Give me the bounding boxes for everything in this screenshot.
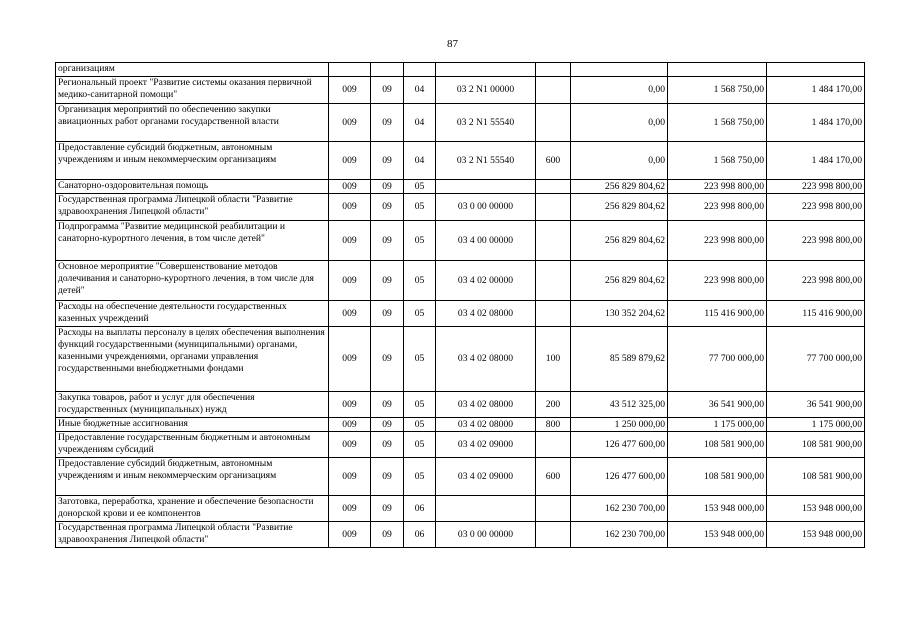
cell-c5: 600: [536, 458, 571, 496]
cell-name: Расходы на выплаты персоналу в целях обеспечения выполнения функций государственными (муниципальными) органами, казенными учреждениями, органами управления государственными внебюджетными фондами: [56, 327, 329, 392]
cell-v2: 1 175 000,00: [668, 418, 767, 432]
cell-c4: 03 4 02 08000: [436, 418, 536, 432]
cell-c1: 009: [329, 142, 371, 180]
cell-c1: 009: [329, 301, 371, 327]
cell-c4: 03 0 00 00000: [436, 522, 536, 548]
cell-c1: 009: [329, 522, 371, 548]
cell-c2: 09: [371, 522, 404, 548]
cell-v3: 223 998 800,00: [767, 194, 865, 221]
cell-v3: 36 541 900,00: [767, 392, 865, 418]
cell-c2: 09: [371, 194, 404, 221]
cell-c3: 05: [404, 327, 436, 392]
table-row: [56, 458, 865, 496]
cell-c1: [329, 63, 371, 77]
cell-v2: 223 998 800,00: [668, 261, 767, 301]
cell-c5: [536, 194, 571, 221]
cell-v1: [571, 63, 668, 77]
table-row: [56, 496, 865, 522]
cell-v1: 126 477 600,00: [571, 432, 668, 458]
cell-c4: 03 4 02 08000: [436, 301, 536, 327]
cell-c3: 05: [404, 458, 436, 496]
cell-c5: 200: [536, 392, 571, 418]
cell-c2: 09: [371, 432, 404, 458]
cell-c2: 09: [371, 458, 404, 496]
cell-v2: 77 700 000,00: [668, 327, 767, 392]
cell-name: Организация мероприятий по обеспечению закупки авиационных работ органами государственной власти: [56, 104, 329, 142]
cell-v3: [767, 63, 865, 77]
cell-v3: 1 175 000,00: [767, 418, 865, 432]
cell-v3: 153 948 000,00: [767, 496, 865, 522]
cell-c2: [371, 63, 404, 77]
cell-c2: 09: [371, 261, 404, 301]
cell-v3: 223 998 800,00: [767, 180, 865, 194]
cell-c1: 009: [329, 221, 371, 261]
cell-v1: 162 230 700,00: [571, 522, 668, 548]
cell-v3: 1 484 170,00: [767, 142, 865, 180]
cell-c3: 04: [404, 77, 436, 104]
cell-c2: 09: [371, 496, 404, 522]
cell-c2: 09: [371, 327, 404, 392]
cell-v1: 256 829 804,62: [571, 221, 668, 261]
cell-c1: 009: [329, 104, 371, 142]
table-row: [56, 77, 865, 104]
cell-c5: 600: [536, 142, 571, 180]
cell-v2: [668, 63, 767, 77]
table-row: [56, 180, 865, 194]
cell-c4: 03 4 00 00000: [436, 221, 536, 261]
cell-name: Санаторно-оздоровительная помощь: [56, 180, 329, 194]
cell-c1: 009: [329, 180, 371, 194]
cell-name: Основное мероприятие "Совершенствование методов долечивания и санаторно-курортного лечения, в том числе для детей": [56, 261, 329, 301]
budget-table: [55, 62, 865, 548]
cell-c5: [536, 522, 571, 548]
cell-v1: 0,00: [571, 142, 668, 180]
cell-c4: [436, 180, 536, 194]
cell-v3: 153 948 000,00: [767, 522, 865, 548]
cell-v1: 256 829 804,62: [571, 194, 668, 221]
cell-c3: 05: [404, 180, 436, 194]
cell-v2: 223 998 800,00: [668, 180, 767, 194]
cell-c5: [536, 77, 571, 104]
cell-name: Предоставление субсидий бюджетным, автономным учреждениям и иным некоммерческим организациям: [56, 142, 329, 180]
table-row: [56, 63, 865, 77]
cell-c3: 05: [404, 418, 436, 432]
table-row: [56, 522, 865, 548]
table-row: [56, 418, 865, 432]
cell-v2: 1 568 750,00: [668, 104, 767, 142]
cell-name: Региональный проект "Развитие системы оказания первичной медико-санитарной помощи": [56, 77, 329, 104]
cell-c3: 05: [404, 301, 436, 327]
cell-name: Государственная программа Липецкой области "Развитие здравоохранения Липецкой области": [56, 194, 329, 221]
cell-c2: 09: [371, 77, 404, 104]
cell-name: Заготовка, переработка, хранение и обеспечение безопасности донорской крови и ее компонентов: [56, 496, 329, 522]
cell-c3: 05: [404, 432, 436, 458]
cell-c3: 04: [404, 104, 436, 142]
cell-v2: 108 581 900,00: [668, 458, 767, 496]
cell-v3: 108 581 900,00: [767, 458, 865, 496]
cell-name: Предоставление государственным бюджетным и автономным учреждениям субсидий: [56, 432, 329, 458]
cell-c5: [536, 301, 571, 327]
table-row: [56, 301, 865, 327]
cell-c2: 09: [371, 418, 404, 432]
cell-c3: 05: [404, 261, 436, 301]
cell-v1: 0,00: [571, 104, 668, 142]
cell-c1: 009: [329, 458, 371, 496]
cell-c4: 03 0 00 00000: [436, 194, 536, 221]
cell-v2: 115 416 900,00: [668, 301, 767, 327]
cell-name: организациям: [56, 63, 329, 77]
table-row: [56, 261, 865, 301]
cell-c5: [536, 180, 571, 194]
table-row: [56, 392, 865, 418]
cell-v3: 223 998 800,00: [767, 261, 865, 301]
cell-c5: [536, 104, 571, 142]
cell-c1: 009: [329, 194, 371, 221]
cell-v3: 115 416 900,00: [767, 301, 865, 327]
cell-c4: 03 4 02 09000: [436, 458, 536, 496]
cell-v2: 36 541 900,00: [668, 392, 767, 418]
cell-name: Предоставление субсидий бюджетным, автономным учреждениям и иным некоммерческим организациям: [56, 458, 329, 496]
page-number: 87: [447, 38, 458, 50]
cell-c1: 009: [329, 261, 371, 301]
cell-c4: [436, 496, 536, 522]
cell-name: Закупка товаров, работ и услуг для обеспечения государственных (муниципальных) нужд: [56, 392, 329, 418]
cell-c1: 009: [329, 392, 371, 418]
cell-v1: 85 589 879,62: [571, 327, 668, 392]
cell-c3: 06: [404, 522, 436, 548]
cell-c4: 03 2 N1 00000: [436, 77, 536, 104]
cell-c1: 009: [329, 77, 371, 104]
cell-c2: 09: [371, 301, 404, 327]
cell-v2: 223 998 800,00: [668, 194, 767, 221]
cell-name: Иные бюджетные ассигнования: [56, 418, 329, 432]
cell-v2: 223 998 800,00: [668, 221, 767, 261]
cell-v3: 223 998 800,00: [767, 221, 865, 261]
cell-c1: 009: [329, 432, 371, 458]
cell-v1: 162 230 700,00: [571, 496, 668, 522]
cell-c2: 09: [371, 180, 404, 194]
cell-v3: 108 581 900,00: [767, 432, 865, 458]
cell-c2: 09: [371, 142, 404, 180]
cell-v2: 108 581 900,00: [668, 432, 767, 458]
table-row: [56, 104, 865, 142]
cell-v2: 153 948 000,00: [668, 496, 767, 522]
cell-c3: 05: [404, 221, 436, 261]
cell-c3: 04: [404, 142, 436, 180]
cell-c2: 09: [371, 104, 404, 142]
table-row: [56, 327, 865, 392]
cell-v2: 1 568 750,00: [668, 77, 767, 104]
cell-c4: 03 4 02 08000: [436, 392, 536, 418]
cell-name: Государственная программа Липецкой области "Развитие здравоохранения Липецкой области": [56, 522, 329, 548]
cell-c4: 03 4 02 09000: [436, 432, 536, 458]
cell-v1: 256 829 804,62: [571, 180, 668, 194]
cell-c5: [536, 432, 571, 458]
cell-v1: 126 477 600,00: [571, 458, 668, 496]
cell-v1: 43 512 325,00: [571, 392, 668, 418]
cell-c2: 09: [371, 392, 404, 418]
cell-c3: 05: [404, 194, 436, 221]
cell-v1: 1 250 000,00: [571, 418, 668, 432]
table-row: [56, 194, 865, 221]
cell-c2: 09: [371, 221, 404, 261]
cell-c4: 03 4 02 08000: [436, 327, 536, 392]
cell-v2: 1 568 750,00: [668, 142, 767, 180]
cell-v1: 0,00: [571, 77, 668, 104]
table-row: [56, 221, 865, 261]
cell-c5: [536, 63, 571, 77]
cell-c1: 009: [329, 496, 371, 522]
cell-v1: 256 829 804,62: [571, 261, 668, 301]
cell-v3: 1 484 170,00: [767, 77, 865, 104]
cell-c5: [536, 261, 571, 301]
cell-v3: 77 700 000,00: [767, 327, 865, 392]
cell-c5: [536, 221, 571, 261]
cell-c1: 009: [329, 327, 371, 392]
table-row: [56, 432, 865, 458]
cell-c5: 100: [536, 327, 571, 392]
cell-name: Расходы на обеспечение деятельности государственных казенных учреждений: [56, 301, 329, 327]
cell-c5: [536, 496, 571, 522]
cell-c3: 06: [404, 496, 436, 522]
cell-v2: 153 948 000,00: [668, 522, 767, 548]
table-row: [56, 142, 865, 180]
cell-c1: 009: [329, 418, 371, 432]
cell-c4: 03 2 N1 55540: [436, 142, 536, 180]
cell-c4: 03 4 02 00000: [436, 261, 536, 301]
cell-c4: 03 2 N1 55540: [436, 104, 536, 142]
cell-c3: 05: [404, 392, 436, 418]
cell-v3: 1 484 170,00: [767, 104, 865, 142]
cell-c3: [404, 63, 436, 77]
cell-c4: [436, 63, 536, 77]
cell-name: Подпрограмма "Развитие медицинской реабилитации и санаторно-курортного лечения, в том числе детей": [56, 221, 329, 261]
cell-v1: 130 352 204,62: [571, 301, 668, 327]
cell-c5: 800: [536, 418, 571, 432]
